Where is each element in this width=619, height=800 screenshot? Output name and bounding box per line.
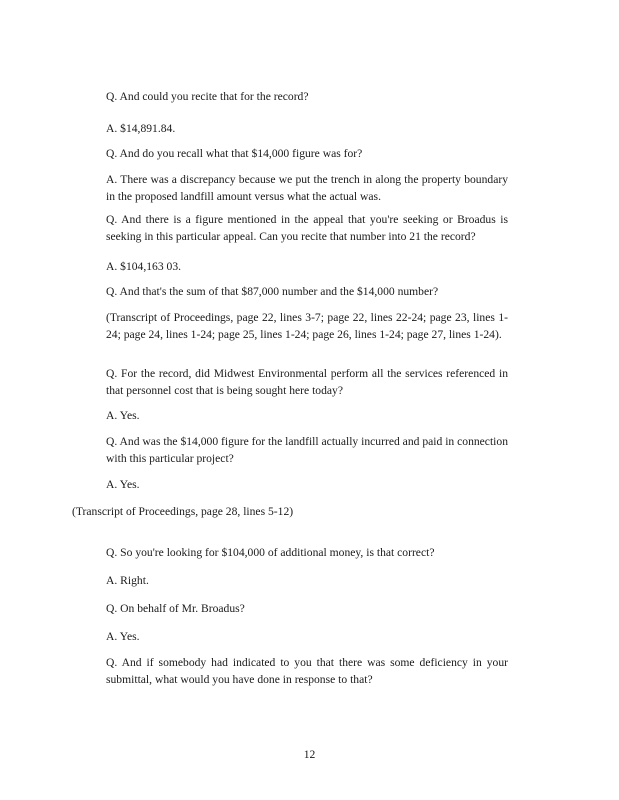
paragraph-transcript-citation-2: (Transcript of Proceedings, page 28, lines 5-12) — [72, 505, 294, 518]
paragraph-question-figure: Q. And do you recall what that $14,000 figure was for? — [106, 147, 363, 160]
paragraph-answer-yes-2: A. Yes. — [106, 478, 140, 491]
paragraph-question-appeal: Q. And there is a figure mentioned in the appeal that you're seeking or Broadus is seeking in this particular appeal. Can you recite that number into 21 the record? — [106, 213, 508, 243]
paragraph-transcript-citation-1: (Transcript of Proceedings, page 22, lines 3-7; page 22, lines 22-24; page 23, lines 1-24; page 24, lines 1-24; page 25, lines 1-24; page 26, lines 1-24; page 27, lines 1-24). — [106, 311, 508, 341]
paragraph-answer-discrepancy: A. There was a discrepancy because we put the trench in along the property boundary in the proposed landfill amount versus what the actual was. — [106, 173, 508, 203]
paragraph-answer-amount: A. $14,891.84. — [106, 122, 176, 135]
paragraph-answer-yes-1: A. Yes. — [106, 409, 140, 422]
paragraph-answer-yes-3: A. Yes. — [106, 630, 140, 643]
paragraph-answer-right: A. Right. — [106, 574, 149, 587]
paragraph-question-landfill: Q. And was the $14,000 figure for the landfill actually incurred and paid in connection with this particular project? — [106, 435, 508, 465]
paragraph-question-behalf: Q. On behalf of Mr. Broadus? — [106, 602, 245, 615]
paragraph-question-sum: Q. And that's the sum of that $87,000 number and the $14,000 number? — [106, 285, 439, 298]
paragraph-question-additional-money: Q. So you're looking for $104,000 of additional money, is that correct? — [106, 546, 435, 559]
paragraph-question-deficiency: Q. And if somebody had indicated to you that there was some deficiency in your submittal, what would you have done in response to that? — [106, 656, 508, 686]
page-number: 12 — [303, 748, 316, 761]
paragraph-answer-total: A. $104,163 03. — [106, 260, 182, 273]
paragraph-question-recite: Q. And could you recite that for the record? — [106, 90, 309, 103]
paragraph-question-services: Q. For the record, did Midwest Environmental perform all the services referenced in that personnel cost that is being sought here today? — [106, 367, 508, 397]
